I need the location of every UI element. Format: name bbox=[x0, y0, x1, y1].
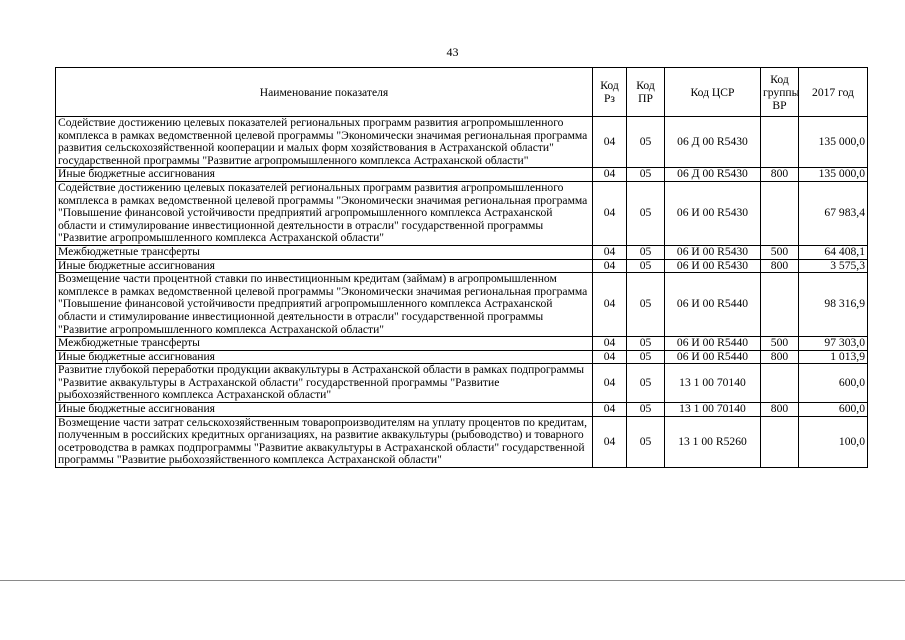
table-row bbox=[56, 416, 868, 467]
row-pr: 05 bbox=[627, 273, 665, 337]
row-amount: 67 983,4 bbox=[799, 181, 868, 245]
header-vr: Код группы ВР bbox=[761, 68, 799, 117]
table-header-row bbox=[56, 68, 868, 117]
header-rz: Код Рз bbox=[593, 68, 627, 117]
row-csr: 13 1 00 70140 bbox=[665, 403, 761, 417]
row-rz: 04 bbox=[593, 117, 627, 168]
row-amount: 1 013,9 bbox=[799, 350, 868, 364]
row-rz: 04 bbox=[593, 350, 627, 364]
row-csr: 13 1 00 R5260 bbox=[665, 416, 761, 467]
row-vr bbox=[761, 416, 799, 467]
row-name: Иные бюджетные ассигнования bbox=[56, 168, 593, 182]
row-rz: 04 bbox=[593, 403, 627, 417]
row-amount: 135 000,0 bbox=[799, 168, 868, 182]
header-year: 2017 год bbox=[799, 68, 868, 117]
table-row bbox=[56, 245, 868, 259]
header-name: Наименование показателя bbox=[56, 68, 593, 117]
row-rz: 04 bbox=[593, 364, 627, 403]
row-name: Иные бюджетные ассигнования bbox=[56, 350, 593, 364]
row-csr: 06 И 00 R5430 bbox=[665, 245, 761, 259]
row-vr bbox=[761, 364, 799, 403]
row-rz: 04 bbox=[593, 337, 627, 351]
header-csr: Код ЦСР bbox=[665, 68, 761, 117]
row-csr: 13 1 00 70140 bbox=[665, 364, 761, 403]
table-row bbox=[56, 168, 868, 182]
row-pr: 05 bbox=[627, 364, 665, 403]
table-row bbox=[56, 350, 868, 364]
table-row bbox=[56, 337, 868, 351]
row-amount: 100,0 bbox=[799, 416, 868, 467]
budget-table bbox=[55, 67, 868, 468]
table-row bbox=[56, 364, 868, 403]
row-pr: 05 bbox=[627, 350, 665, 364]
row-name: Возмещение части затрат сельскохозяйственным товаропроизводителям на уплату процентов по кредитам, полученным в российских кредитных организациях, на развитие аквакультуры (рыбоводство) и товарного осетроводства в рамках подпрограммы "Развитие аквакультуры в Астраханской области" государственной программы "Развитие рыбохозяйственного комплекса Астраханской области" bbox=[56, 416, 593, 467]
row-csr: 06 И 00 R5440 bbox=[665, 273, 761, 337]
row-name: Иные бюджетные ассигнования bbox=[56, 259, 593, 273]
row-vr: 500 bbox=[761, 337, 799, 351]
row-name: Иные бюджетные ассигнования bbox=[56, 403, 593, 417]
row-name: Развитие глубокой переработки продукции аквакультуры в Астраханской области в рамках подпрограммы "Развитие аквакультуры в Астраханской области" государственной программы "Развитие рыбохозяйственного комплекса Астраханской области" bbox=[56, 364, 593, 403]
row-vr bbox=[761, 181, 799, 245]
row-pr: 05 bbox=[627, 181, 665, 245]
row-vr: 800 bbox=[761, 350, 799, 364]
row-pr: 05 bbox=[627, 117, 665, 168]
table-row bbox=[56, 273, 868, 337]
row-vr: 800 bbox=[761, 168, 799, 182]
scan-artifact-line bbox=[0, 580, 905, 581]
row-csr: 06 Д 00 R5430 bbox=[665, 168, 761, 182]
row-csr: 06 И 00 R5440 bbox=[665, 337, 761, 351]
row-amount: 97 303,0 bbox=[799, 337, 868, 351]
row-rz: 04 bbox=[593, 168, 627, 182]
row-pr: 05 bbox=[627, 403, 665, 417]
row-name: Содействие достижению целевых показателей региональных программ развития агропромышленного комплекса в рамках ведомственной целевой программы "Экономически значимая региональная программа "Повышение финансовой устойчивости предприятий агропромышленного комплекса Астраханской области и стимулирование инвестиционной деятельности в отрасли" государственной программы "Развитие агропромышленного комплекса Астраханской области" bbox=[56, 181, 593, 245]
row-pr: 05 bbox=[627, 416, 665, 467]
row-name: Межбюджетные трансферты bbox=[56, 245, 593, 259]
row-amount: 600,0 bbox=[799, 403, 868, 417]
row-pr: 05 bbox=[627, 259, 665, 273]
row-rz: 04 bbox=[593, 245, 627, 259]
row-vr: 800 bbox=[761, 403, 799, 417]
row-amount: 135 000,0 bbox=[799, 117, 868, 168]
row-name: Межбюджетные трансферты bbox=[56, 337, 593, 351]
table-row bbox=[56, 117, 868, 168]
row-csr: 06 Д 00 R5430 bbox=[665, 117, 761, 168]
table-row bbox=[56, 403, 868, 417]
row-amount: 64 408,1 bbox=[799, 245, 868, 259]
row-csr: 06 И 00 R5430 bbox=[665, 181, 761, 245]
row-vr bbox=[761, 273, 799, 337]
row-rz: 04 bbox=[593, 273, 627, 337]
row-rz: 04 bbox=[593, 416, 627, 467]
row-pr: 05 bbox=[627, 168, 665, 182]
row-vr: 800 bbox=[761, 259, 799, 273]
table-row bbox=[56, 181, 868, 245]
row-amount: 98 316,9 bbox=[799, 273, 868, 337]
row-amount: 3 575,3 bbox=[799, 259, 868, 273]
row-rz: 04 bbox=[593, 259, 627, 273]
row-vr bbox=[761, 117, 799, 168]
row-name: Содействие достижению целевых показателей региональных программ развития агропромышленного комплекса в рамках ведомственной целевой программы "Экономически значимая региональная программа развития сельскохозяйственной кооперации и малых форм хозяйствования в Астраханской области" государственной программы "Развитие агропромышленного комплекса Астраханской области" bbox=[56, 117, 593, 168]
page-number: 43 bbox=[446, 45, 459, 59]
header-pr: Код ПР bbox=[627, 68, 665, 117]
table-row bbox=[56, 259, 868, 273]
row-vr: 500 bbox=[761, 245, 799, 259]
row-csr: 06 И 00 R5430 bbox=[665, 259, 761, 273]
row-csr: 06 И 00 R5440 bbox=[665, 350, 761, 364]
row-pr: 05 bbox=[627, 245, 665, 259]
row-amount: 600,0 bbox=[799, 364, 868, 403]
row-pr: 05 bbox=[627, 337, 665, 351]
row-name: Возмещение части процентной ставки по инвестиционным кредитам (займам) в агропромышленном комплексе в рамках ведомственной целевой программы "Экономически значимая региональная программа "Повышение финансовой устойчивости предприятий агропромышленного комплекса Астраханской области и стимулирование инвестиционной деятельности в отрасли" государственной программы "Развитие агропромышленного комплекса Астраханской области" bbox=[56, 273, 593, 337]
row-rz: 04 bbox=[593, 181, 627, 245]
